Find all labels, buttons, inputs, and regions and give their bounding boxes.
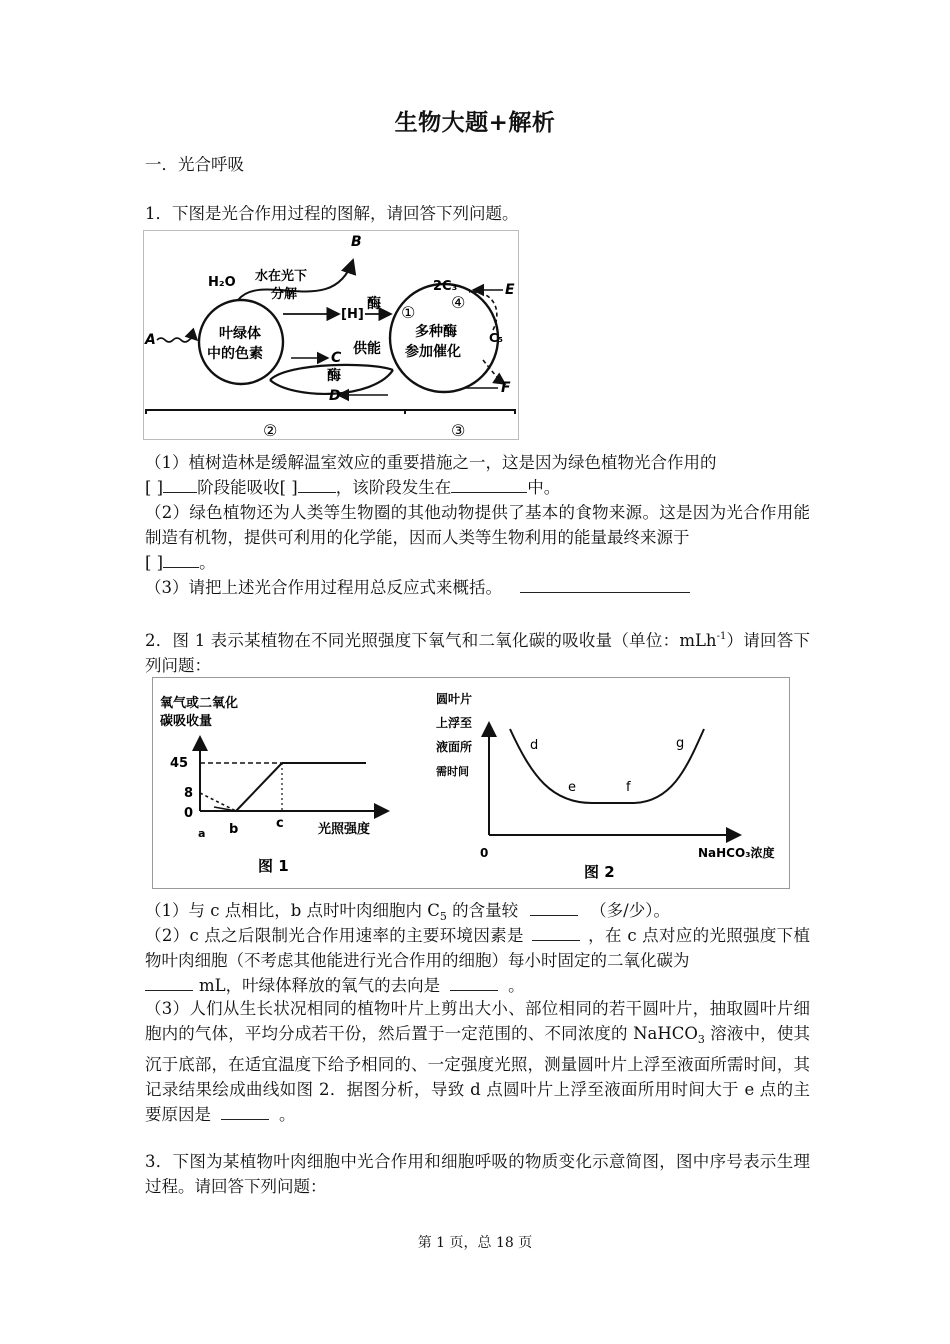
label-d: D xyxy=(329,388,341,404)
circled-4: ④ xyxy=(451,293,466,312)
question-2-part-3: （3）人们从生长状况相同的植物叶片上剪出大小、部位相同的若干圆叶片，抽取圆叶片细胞内的气体，平均分成若干份，然后置于一定范围的、不同浓度的 NaHCO$_3$ 溶液中，使其沉于底部，在适宜温度下给予相同的、一定强度光照，测量圆叶片上浮至液面所需时间，其记录结果绘成曲线如图 2．据图分析，导致 d 点圆叶片上浮至液面所用时间大于 e 点的主要原因是 。 xyxy=(145,999,811,1124)
page-footer: 第 1 页，总 18 页 xyxy=(417,1235,533,1251)
water-split-label-1: 水在光下 xyxy=(255,269,308,284)
fig1-tick-45: 45 xyxy=(170,756,189,771)
fig1-point-a: a xyxy=(198,827,206,840)
c3-label: 2C₃ xyxy=(433,279,458,294)
fig2-ylabel-2: 上浮至 xyxy=(436,716,473,730)
enzyme-label-top: 酶 xyxy=(367,296,381,312)
fig2-point-d: d xyxy=(530,738,539,753)
photosynthesis-diagram xyxy=(143,230,519,440)
circled-1: ① xyxy=(401,303,416,322)
pigment-label-1: 叶绿体 xyxy=(219,326,261,342)
enzyme-label-bottom: 酶 xyxy=(327,368,341,384)
question-1-part-2: （2）绿色植物还为人类等生物圈的其他动物提供了基本的食物来源。这是因为光合作用能制造有机物，提供可利用的化学能，因而人类等生物利用的能量最终来源于 [ ] 。 xyxy=(145,503,810,572)
label-a: A xyxy=(145,332,156,348)
question-1-part-1: （1）植树造林是缓解温室效应的重要措施之一，这是因为绿色植物光合作用的 [ ] 阶段能吸收[ ] ，该阶段发生在 中。 xyxy=(145,453,717,497)
h-label: [H] xyxy=(341,307,364,322)
fig1-point-b: b xyxy=(229,822,239,837)
enzymes-label-1: 多种酶 xyxy=(415,324,457,340)
fig2-ylabel-1: 圆叶片 xyxy=(436,692,473,706)
pigment-label-2: 中的色素 xyxy=(207,346,263,362)
fig2-point-e: e xyxy=(568,780,576,795)
fig1-xlabel: 光照强度 xyxy=(318,822,371,837)
question-2-stem: 2．图 1 表示某植物在不同光照强度下氧气和二氧化碳的吸收量（单位：mLh$^{-1}$）请回答下列问题： xyxy=(145,631,811,675)
fig2-ylabel-4: 需时间 xyxy=(436,765,469,778)
fig2-origin: 0 xyxy=(480,846,489,860)
water-split-label-2: 分解 xyxy=(271,287,298,302)
light-intensity-figures xyxy=(152,677,790,889)
fig1-tick-8: 8 xyxy=(184,786,194,801)
fig1-ylabel-2: 碳吸收量 xyxy=(160,714,213,729)
fig2-point-f: f xyxy=(626,780,631,795)
fig1-point-c: c xyxy=(276,816,284,831)
supply-energy-label: 供能 xyxy=(353,341,381,357)
enzymes-label-2: 参加催化 xyxy=(405,344,461,360)
section-heading: 一．光合呼吸 xyxy=(145,155,244,174)
fig1-ylabel-1: 氧气或二氧化 xyxy=(160,696,239,711)
label-c: C xyxy=(331,350,342,366)
fig2-point-g: g xyxy=(676,736,685,751)
h2o-label: H₂O xyxy=(208,275,236,290)
circled-3: ③ xyxy=(451,421,466,440)
question-2-part-1: （1）与 c 点相比，b 点时叶肉细胞内 $C_5$ 的含量较 （多/少）。 xyxy=(145,901,670,923)
fig2-ylabel-3: 液面所 xyxy=(436,740,473,754)
question-2-part-2: （2）c 点之后限制光合作用速率的主要环境因素是 ，在 c 点对应的光照强度下植物叶肉细胞（不考虑其他能进行光合作用的细胞）每小时固定的二氧化碳为 mL，叶绿体释放的氧气的去向是 。 xyxy=(145,926,811,995)
fig2-xlabel: NaHCO₃浓度 xyxy=(698,846,775,860)
circled-2: ② xyxy=(263,421,278,440)
question-1-stem: 1．下图是光合作用过程的图解，请回答下列问题。 xyxy=(145,204,519,223)
label-e: E xyxy=(505,282,515,298)
fig1-tick-0: 0 xyxy=(184,806,194,821)
question-1-part-3: （3）请把上述光合作用过程用总反应式来概括。 xyxy=(145,575,810,600)
label-b: B xyxy=(351,234,362,250)
label-f: F xyxy=(501,380,511,396)
question-3-stem: 3．下图为某植物叶肉细胞中光合作用和细胞呼吸的物质变化示意简图，图中序号表示生理过程。请回答下列问题： xyxy=(145,1152,810,1196)
page-title: 生物大题+解析 xyxy=(394,110,556,136)
fig1-caption: 图 1 xyxy=(258,857,289,875)
c5-label: C₅ xyxy=(489,331,504,345)
fig2-caption: 图 2 xyxy=(584,863,615,881)
